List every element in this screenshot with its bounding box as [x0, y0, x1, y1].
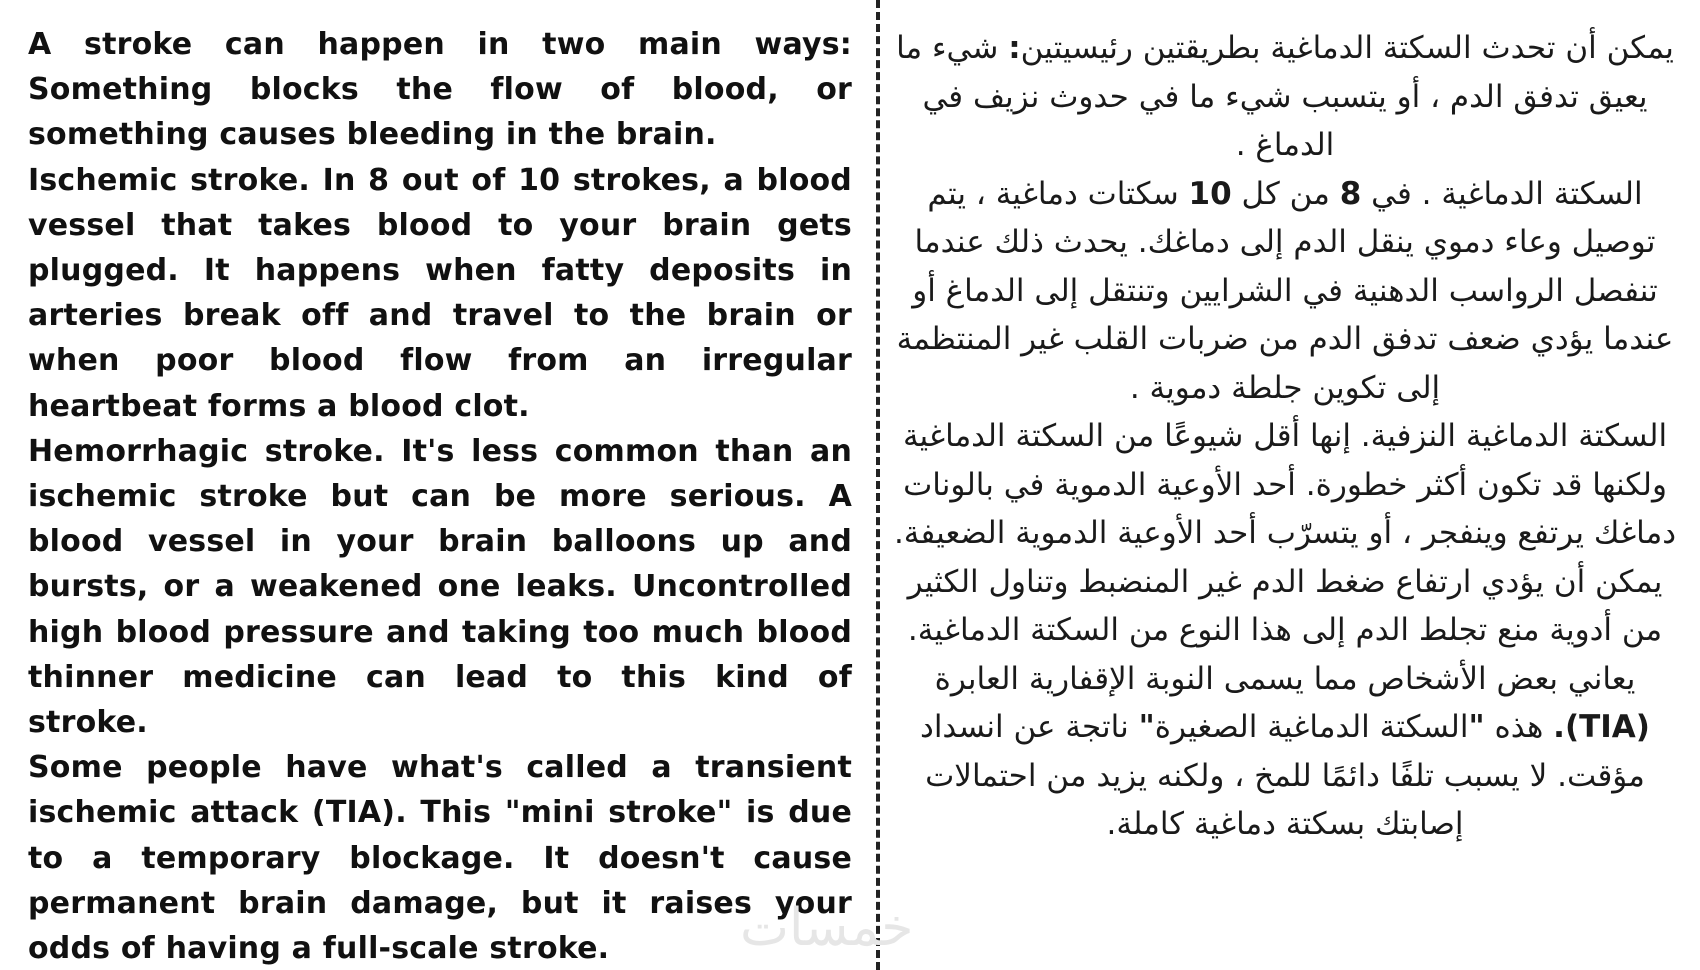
arabic-paragraph-4: [890, 655, 1680, 849]
arabic-p1-text-b: شيء ما يعيق تدفق الدم ، أو يتسبب شيء ما في حدوث نزيف في الدماغ .: [896, 30, 1648, 163]
arabic-paragraph-3: السكتة الدماغية النزفية. إنها أقل شيوعًا من السكتة الدماغية ولكنها قد تكون أكثر خطورة. أحد الأوعية الدموية في بالونات دماغك يرتفع وينفجر ، أو يتسرّب أحد الأوعية الدموية الضعيفة. يمكن أن يؤدي ارتفاع ضغط الدم غير المنضبط وتناول الكثير من أدوية منع تجلط الدم إلى هذا النوع من السكتة الدماغية.: [893, 418, 1677, 648]
arabic-p4-quote-close: ": [1138, 709, 1155, 745]
arabic-p2-text-a: السكتة الدماغية . في: [1361, 175, 1643, 212]
english-paragraph-1: A stroke can happen in two main ways: Something blocks the flow of blood, or something causes bleeding in the brain.: [28, 27, 852, 153]
arabic-paragraph-1: [890, 24, 1680, 170]
arabic-p2-number-8: 8: [1339, 175, 1362, 212]
arabic-p1-text-a: يمكن أن تحدث السكتة الدماغية بطريقتين رئيسيتين: [1020, 30, 1674, 66]
english-paragraph-2: Ischemic stroke. In 8 out of 10 strokes, a blood vessel that takes blood to your brain gets plugged. It happens when fatty deposits in arteries break off and travel to the brain or when poor blood flow from an irregular heartbeat forms a blood clot.: [28, 162, 852, 424]
arabic-paragraph-2: [890, 170, 1680, 413]
arabic-p4-text-a: يعاني بعض الأشخاص مما يسمى النوبة الإقفارية العابرة: [934, 660, 1636, 697]
arabic-column: [890, 24, 1680, 849]
arabic-p2-text-b: من كل: [1231, 175, 1340, 212]
arabic-p2-text-c: سكتات دماغية ، يتم توصيل وعاء دموي ينقل الدم إلى دماغك. يحدث ذلك عندما تنفصل الرواسب الدهنية في الشرايين وتنتقل إلى الدماغ أو عندما يؤدي ضعف تدفق الدم من ضربات القلب غير المنتظمة إلى تكوين جلطة دموية .: [896, 175, 1674, 406]
english-column: [28, 22, 852, 970]
arabic-p2-number-10: 10: [1188, 175, 1232, 212]
arabic-p4-text-c: السكتة الدماغية الصغيرة: [1154, 709, 1469, 745]
dashed-divider: [876, 0, 880, 970]
arabic-p4-text-d: ناتجة عن انسداد مؤقت. لا يسبب تلفًا دائمًا للمخ ، ولكنه يزيد من احتمالات إصابتك بسكتة دماغية كاملة.: [920, 709, 1645, 842]
arabic-p4-tia: (TIA).: [1553, 709, 1650, 745]
english-paragraph-4: Some people have what's called a transient ischemic attack (TIA). This "mini stroke" is due to a temporary blockage. It doesn't cause permanent brain damage, but it raises your odds of having a full-scale stroke.: [28, 750, 852, 967]
english-paragraph-3: Hemorrhagic stroke. It's less common than an ischemic stroke but can be more serious. A blood vessel in your brain balloons up and bursts, or a weakened one leaks. Uncontrolled high blood pressure and taking too much blood thinner medicine can lead to this kind of stroke.: [28, 433, 852, 741]
arabic-p4-quote-open: ": [1468, 709, 1485, 745]
arabic-p1-colon: :: [1008, 30, 1021, 66]
khamsat-watermark: خمسات: [740, 898, 914, 958]
arabic-p4-text-b: هذه: [1484, 709, 1554, 745]
